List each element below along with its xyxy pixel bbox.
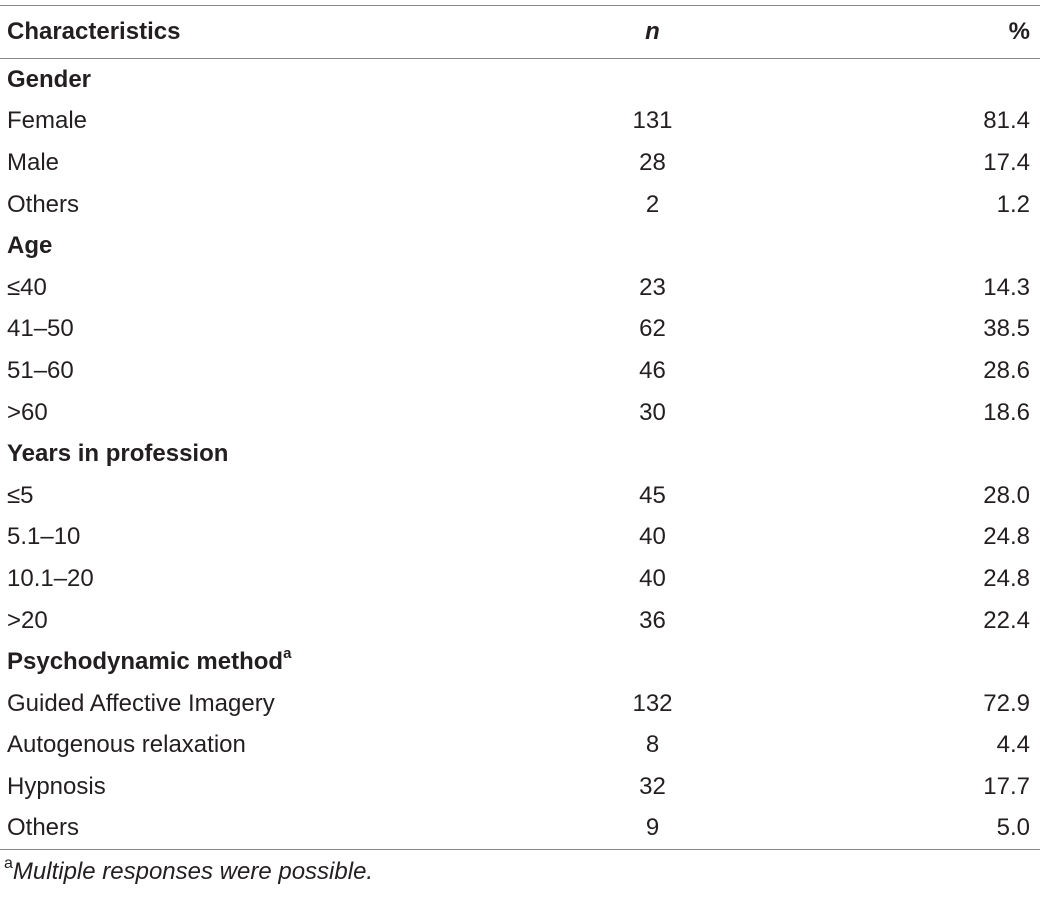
row-n-value: 46 <box>639 356 666 384</box>
table-row <box>0 808 1040 850</box>
row-label: 10.1–20 <box>7 564 94 592</box>
row-n-value: 9 <box>645 814 660 842</box>
row-label: >60 <box>7 398 48 426</box>
footnote-marker: a <box>4 855 13 872</box>
row-label: Female <box>7 107 88 135</box>
row-percent-value: 28.6 <box>983 356 1030 384</box>
table-body <box>0 59 1040 850</box>
row-n-value: 8 <box>645 731 660 759</box>
table-row <box>0 309 1040 351</box>
table-row <box>0 350 1040 392</box>
row-label: Others <box>7 814 80 842</box>
row-n-value: 23 <box>639 273 666 301</box>
footnote-text: Multiple responses were possible. <box>12 858 374 885</box>
section-title-cell <box>0 225 1040 267</box>
row-percent-value: 4.4 <box>996 731 1030 759</box>
table-row <box>0 142 1040 184</box>
row-percent-value: 5.0 <box>996 814 1030 842</box>
row-label: >20 <box>7 606 48 634</box>
section-title-cell <box>0 59 1040 101</box>
row-label: 51–60 <box>7 356 74 384</box>
section-header-row <box>0 433 1040 475</box>
section-header-row <box>0 641 1040 683</box>
header-row <box>0 6 1040 59</box>
row-percent-value: 1.2 <box>996 190 1030 218</box>
row-percent-value: 24.8 <box>983 564 1030 592</box>
row-n-value: 131 <box>632 107 673 135</box>
section-title-superscript: a <box>283 645 292 663</box>
section-title-cell <box>0 641 1040 683</box>
row-percent-value: 28.0 <box>983 481 1030 509</box>
table-header <box>0 6 1040 59</box>
table-row <box>0 683 1040 725</box>
row-n-value: 2 <box>645 190 660 218</box>
table-row <box>0 517 1040 559</box>
table-row <box>0 558 1040 600</box>
row-label: ≤40 <box>7 273 47 301</box>
table-row <box>0 267 1040 309</box>
row-n-value: 45 <box>639 481 666 509</box>
table-row <box>0 101 1040 143</box>
table-row <box>0 725 1040 767</box>
section-title: Age <box>7 232 53 260</box>
row-percent-value: 81.4 <box>983 107 1030 135</box>
table-footnote <box>4 855 374 886</box>
row-n-value: 40 <box>639 523 666 551</box>
row-n-value: 62 <box>639 315 666 343</box>
row-label: Hypnosis <box>7 772 106 800</box>
characteristics-table-container <box>0 5 1040 850</box>
row-label: 41–50 <box>7 315 74 343</box>
row-label: ≤5 <box>7 481 34 509</box>
header-n: n <box>645 18 660 45</box>
table-row <box>0 392 1040 434</box>
row-n-value: 40 <box>639 564 666 592</box>
row-percent-value: 17.7 <box>983 772 1030 800</box>
section-title: Gender <box>7 65 92 93</box>
row-label: Male <box>7 148 60 176</box>
header-percent: % <box>1008 18 1030 45</box>
table-row <box>0 475 1040 517</box>
section-title: Psychodynamic method <box>7 648 284 676</box>
characteristics-table <box>0 5 1040 850</box>
row-n-value: 28 <box>639 148 666 176</box>
row-percent-value: 24.8 <box>983 523 1030 551</box>
row-n-value: 32 <box>639 772 666 800</box>
row-percent-value: 22.4 <box>983 606 1030 634</box>
row-percent-value: 17.4 <box>983 148 1030 176</box>
section-title-cell <box>0 433 1040 475</box>
row-percent-value: 18.6 <box>983 398 1030 426</box>
row-n-value: 36 <box>639 606 666 634</box>
table-row <box>0 600 1040 642</box>
row-label: Guided Affective Imagery <box>7 689 275 717</box>
section-title: Years in profession <box>7 440 229 468</box>
section-header-row <box>0 225 1040 267</box>
table-row <box>0 184 1040 226</box>
row-label: Autogenous relaxation <box>7 731 246 759</box>
row-percent-value: 14.3 <box>983 273 1030 301</box>
row-label: Others <box>7 190 80 218</box>
table-row <box>0 766 1040 808</box>
row-percent-value: 72.9 <box>983 689 1030 717</box>
section-header-row <box>0 59 1040 101</box>
row-n-value: 30 <box>639 398 666 426</box>
header-characteristics: Characteristics <box>7 18 181 45</box>
row-label: 5.1–10 <box>7 523 81 551</box>
row-percent-value: 38.5 <box>983 315 1030 343</box>
row-n-value: 132 <box>632 689 673 717</box>
